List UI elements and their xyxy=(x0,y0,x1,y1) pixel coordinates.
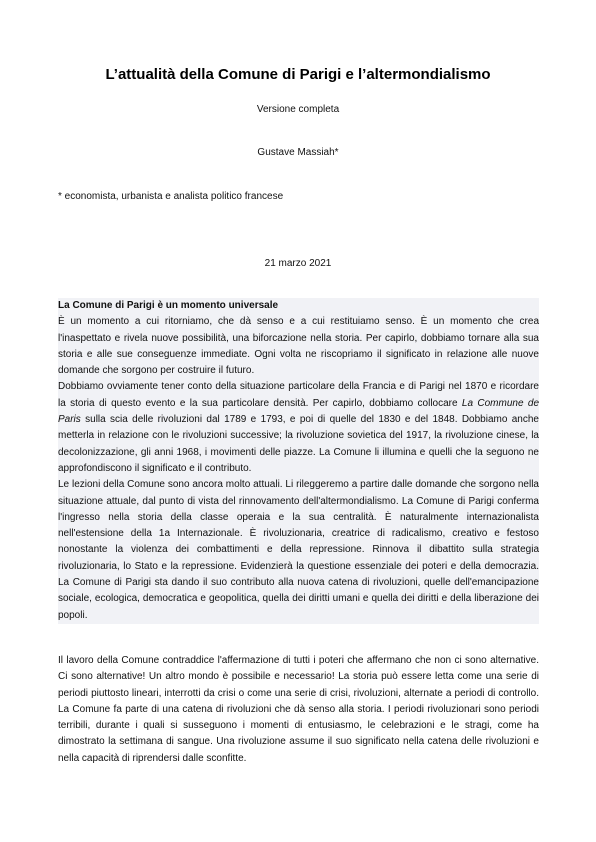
section-heading: La Comune di Parigi è un momento universale xyxy=(58,300,279,311)
document-title: L’attualità della Comune di Parigi e l’altermondialismo xyxy=(105,66,491,83)
section-body xyxy=(58,298,539,624)
author-footnote: * economista, urbanista e analista politico francese xyxy=(58,191,284,202)
paragraph-4: Il lavoro della Comune contraddice l'affermazione di tutti i poteri che affermano che non ci sono alternative. Ci sono alternative! Un altro mondo è possibile e necessario! La storia può essere letta come una serie di periodi piuttosto lineari, interrotti da crisi o come una serie di crisi, rivoluzioni, alternate a periodi di controllo. La Comune fa parte di una catena di rivoluzioni che dà senso alla storia. I periodi rivoluzionari sono periodi terribili, durante i quali si susseguono i momenti di entusiasmo, le celebrazioni e le stragi, come ha dimostrato la settimana di sangue. Una rivoluzione assume il suo significato nella catena delle rivoluzioni e nella capacità di riprendersi dalle sconfitte. xyxy=(58,655,539,764)
paragraph-1: È un momento a cui ritorniamo, che dà senso e a cui restituiamo senso. È un momento che crea l'inaspettato e rivela nuove possibilità, una biforcazione nella storia. Per capirlo, dobbiamo tornare alla sua storia e alle sue conseguenze immediate. Ogni volta ne riscopriamo il significato in relazione alle nuove domande che sorgono per costruire il futuro. xyxy=(58,316,539,377)
author-name: Gustave Massiah* xyxy=(257,147,339,158)
paragraph-2-italic: La Commune de Paris xyxy=(58,397,539,426)
paragraph-2 xyxy=(58,379,539,477)
document-date: 21 marzo 2021 xyxy=(264,258,332,269)
paragraph-3: Le lezioni della Comune sono ancora molto attuali. Li rileggeremo a partire dalle domande che sorgono nella situazione attuale, dal punto di vista del rinnovamento dell'altermondialismo. La Comune di Parigi conferma l'ingresso nella storia della classe operaia e la sua centralità. È naturalmente internazionalista nell'estensione della 1a Internazionale. È rivoluzionaria, creatrice di radicalismo, creativo e festoso nonostante la violenza dei combattimenti e della repressione. Rinnova il dibattito sulla strategia rivoluzionaria, lo Stato e la repressione. Evidenzierà la questione essenziale dei poteri e della democrazia. La Comune di Parigi sta dando il suo contributo alla nuova catena di rivoluzioni, quelle dell'emancipazione sociale, ecologica, democratica e geopolitica, quella dei diritti umani e quella dei diritti e della liberazione dei popoli. xyxy=(58,479,539,621)
paragraph-2-text-b: sulla scia delle rivoluzioni dal 1789 e 1793, e poi di quelle del 1830 e del 1848. Dobbiamo anche metterla in relazione con le rivoluzioni successive; la rivoluzione sovietica del 1917, la rivoluzione cinese, la decolonizzazione, gli anni 1968, i movimenti delle piazze. La Comune li illumina e quelli che la seguono ne approfondiscono il significato e il contributo. xyxy=(58,414,539,474)
section-body-continued xyxy=(58,653,539,767)
document-subtitle: Versione completa xyxy=(256,104,340,115)
paragraph-2-text-a: Dobbiamo ovviamente tener conto della situazione particolare della Francia e di Parigi nel 1870 e ricordare la storia di questo evento e la sua particolare densità. Per capirlo, dobbiamo collocare xyxy=(58,381,539,409)
